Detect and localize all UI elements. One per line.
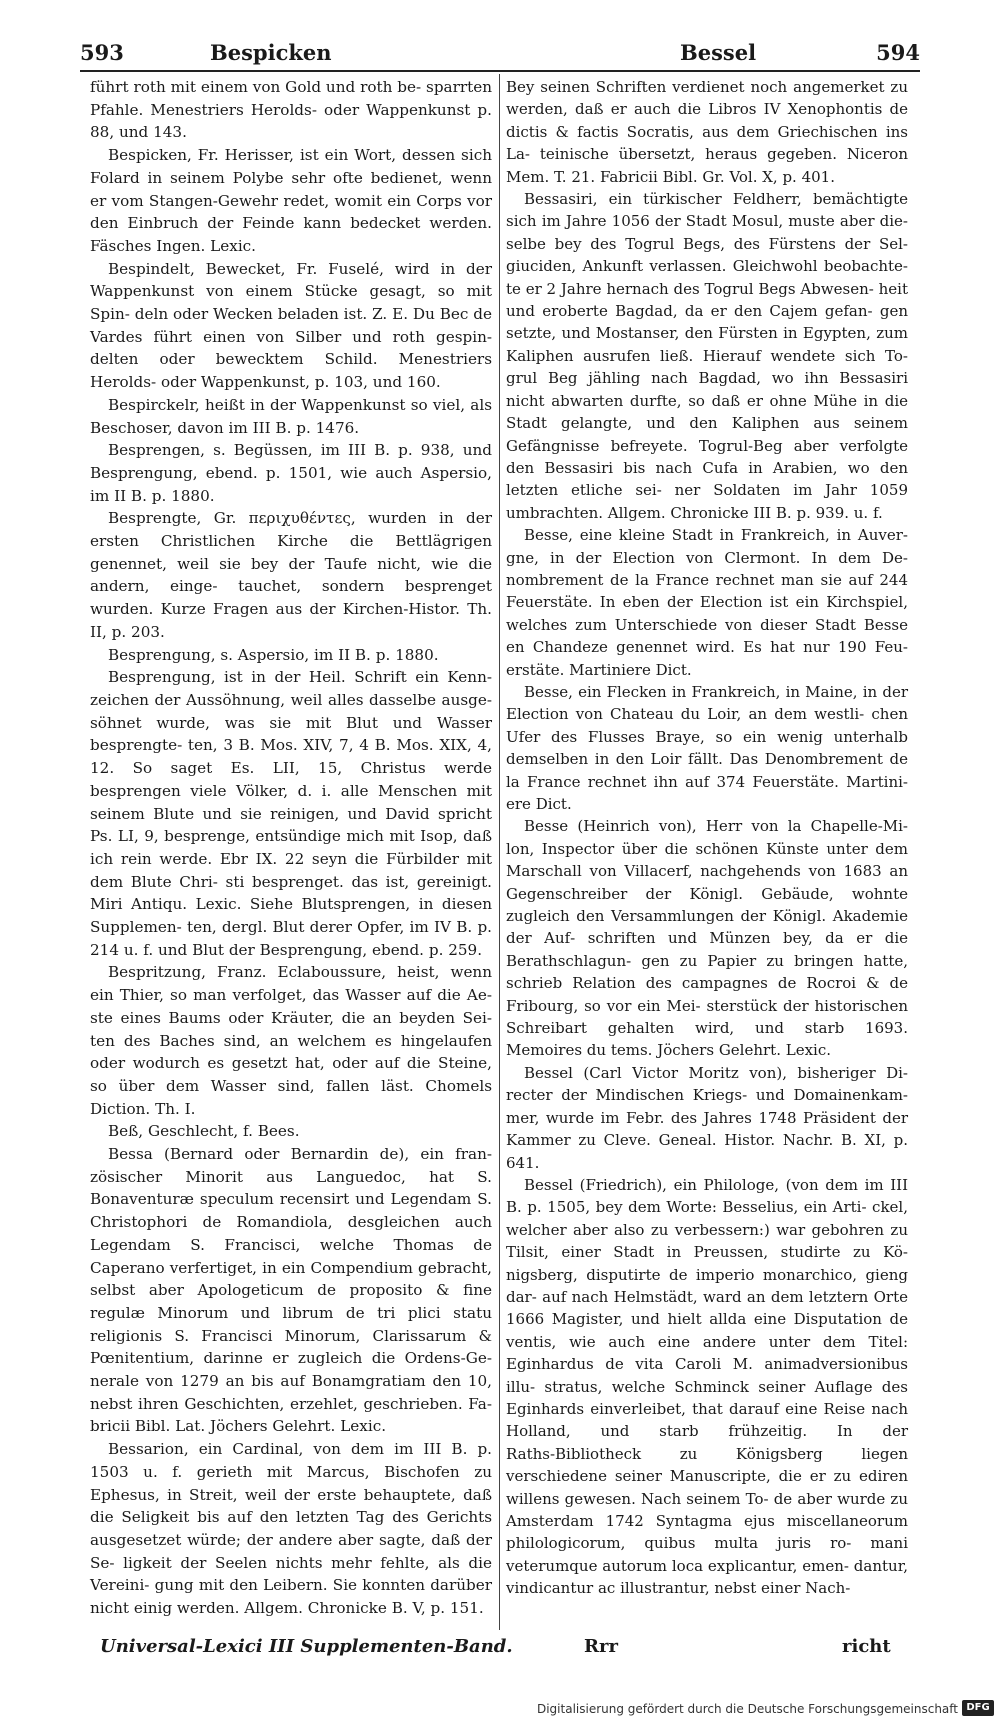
entry-paragraph: Beß, Geschlecht, f. Bees. bbox=[108, 1122, 300, 1141]
entry-paragraph: Bessel (Carl Victor Moritz von), bisheriger Di‑ recter der Mindischen Kriegs‑ und Domainenkam‑ mer, wurde im Febr. des Jahres 1748 Präsident der Kammer zu Cleve. Geneal. Histor. Nachr. B. XI, p. 641. bbox=[506, 1063, 908, 1172]
entry-paragraph: Bessel (Friedrich), ein Philologe, (von dem im III B. p. 1505, bey dem Worte: Besselius, ein Arti‑ ckel, welcher aber also zu verbessern:) war gebohren zu Tilsit, einer Stadt in Preussen, studirte zu Kö‑ nigsberg, disputirte de imperio monarchico, gieng dar‑ auf nach Helmstädt, ward an dem letztern Orte 1666 Magister, und hielt allda eine Disputation de ventis, wie auch eine andere unter dem Titel: Eginhardus de vita Caroli M. animadversionibus illu‑ stratus, welche Schminck seiner Auflage des Eginhards einverleibet, that darauf eine Reise nach Holland, und starb frühzeitig. In der Raths‑Bibliotheck zu Königsberg liegen verschiedene seiner Manuscripte, die er zu ediren willens gewesen. Nach seinem To‑ de aber wurde zu Amsterdam 1742 Syntagma ejus miscellaneorum philologicorum, quibus multa juris ro‑ mani veterumque autorum loca explicantur, emen‑ dantur, vindicantur ac illustrantur, nebst einer Nach‑ bbox=[506, 1175, 908, 1598]
entry-paragraph: führt roth mit einem von Gold und roth be‑ sparrten Pfahle. Menestriers Herolds‑ oder Wappenkunst p. 88, und 143. bbox=[90, 78, 492, 142]
entry-paragraph: Bey seinen Schriften verdienet noch angemerket zu werden, daß er auch die Libros IV Xenophontis de dictis & factis Socratis, aus dem Griechischen ins La‑ teinische übersetzt, heraus gegeben. Niceron Mem. T. 21. Fabricii Bibl. Gr. Vol. X, p. 401. bbox=[506, 78, 908, 186]
entry-paragraph: Besprengte, Gr. περιχυθέντες, wurden in der ersten Christlichen Kirche die Bettlägrigen genennet, weil sie bey der Taufe nicht, wie die andern, einge‑ tauchet, sondern besprenget wurden. Kurze Fragen aus der Kirchen‑Histor. Th. II, p. 203. bbox=[90, 509, 492, 641]
entry-paragraph: Bessarion, ein Cardinal, von dem im III B. p. 1503 u. f. gerieth mit Marcus, Bischofen zu Ephesus, in Streit, weil der erste behauptete, daß die Seligkeit bis auf den letzten Tag des Gerichts ausgesetzet würde; der andere aber sagte, daß der Se‑ ligkeit der Seelen nichts mehr fehlte, als die Vereini‑ gung mit den Leibern. Sie konnten darüber nicht einig werden. Allgem. Chronicke B. V, p. 151. bbox=[90, 1440, 492, 1618]
running-header bbox=[80, 34, 920, 74]
column-divider bbox=[499, 74, 500, 1630]
digitization-credit: Digitalisierung gefördert durch die Deutsche Forschungsgemeinschaft bbox=[536, 1702, 958, 1716]
entry-paragraph: Bespritzung, Franz. Eclaboussure, heist, wenn ein Thier, so man verfolget, das Wasser auf die Ae‑ ste eines Baums oder Kräuter, die an beyden Sei‑ ten des Baches sind, an welchem es hingelaufen oder wodurch es gesetzt hat, oder auf die Steine, so über dem Wasser sind, fallen läst. Chomels Diction. Th. I. bbox=[90, 963, 492, 1118]
right-column bbox=[506, 76, 908, 1600]
signature-title: Universal‑Lexici III Supplementen‑Band. bbox=[100, 1636, 513, 1657]
entry-paragraph: Besse, ein Flecken in Frankreich, in Maine, in der Election von Chateau du Loir, an dem westli‑ chen Ufer des Flusses Braye, so ein wenig unterhalb demselben in den Loir fällt. Das Denombrement de la France rechnet ihn auf 374 Feuerstäte. Martini‑ ere Dict. bbox=[506, 682, 908, 813]
signature-mark: Rrr bbox=[584, 1636, 618, 1657]
entry-paragraph: Bespicken, Fr. Herisser, ist ein Wort, dessen sich Folard in seinem Polybe sehr ofte bedienet, wenn er vom Stangen‑Gewehr redet, womit ein Corps vor den Einbruch der Feinde kann bedecket werden. Fäsches Ingen. Lexic. bbox=[90, 146, 492, 255]
entry-paragraph: Bespirckelr, heißt in der Wappenkunst so viel, als Beschoser, davon im III B. p. 1476. bbox=[90, 395, 492, 437]
entry-paragraph: Besse (Heinrich von), Herr von la Chapelle‑Mi‑ lon, Inspector über die schönen Künste unter dem Marschall von Villacerf, nachgehends von 1683 an Gegenschreiber der Königl. Gebäude, wohnte zugleich den Versammlungen der Königl. Akademie der Auf‑ schriften und Münzen bey, da er die Berathschlagun‑ gen zu Papier zu bringen hatte, schrieb Relation des campagnes de Rocroi & de Fribourg, so vor ein Mei‑ sterstück der historischen Schreibart gehalten wird, und starb 1693. Memoires du tems. Jöchers Gelehrt. Lexic. bbox=[506, 817, 908, 1060]
digitization-credit-bar bbox=[0, 1698, 1000, 1720]
entry-paragraph: Besprengung, s. Aspersio, im II B. p. 1880. bbox=[108, 645, 439, 664]
header-rule bbox=[80, 70, 920, 72]
header-keyword-left: Bespicken bbox=[210, 40, 332, 65]
page-number-right: 594 bbox=[876, 40, 920, 65]
header-keyword-right: Bessel bbox=[680, 40, 757, 65]
entry-paragraph: Bespindelt, Bewecket, Fr. Fuselé, wird in der Wappenkunst von einem Stücke gesagt, so mit Spin‑ deln oder Wecken beladen ist. Z. E. Du Bec de Vardes führt einen von Silber und roth gespin‑ delten oder bewecktem Schild. Menestriers Herolds‑ oder Wappenkunst, p. 103, und 160. bbox=[90, 259, 492, 392]
dfg-logo-icon: DFG bbox=[962, 1700, 994, 1716]
entry-paragraph: Bessa (Bernard oder Bernardin de), ein fran‑ zösischer Minorit aus Languedoc, hat S. Bonaventuræ speculum recensirt und Legendam S. Christophori de Romandiola, desgleichen auch Legendam S. Francisci, welche Thomas de Caperano verfertiget, in ein Compendium gebracht, selbst aber Apologeticum de proposito & fine regulæ Minorum und librum de tri plici statu religionis S. Francisci Minorum, Clarissarum & Pœnitentium, darinne er zugleich die Ordens‑Ge‑ nerale von 1279 an bis auf Bonamgratiam den 10, nebst ihren Geschichten, erzehlet, geschrieben. Fa‑ bricii Bibl. Lat. Jöchers Gelehrt. Lexic. bbox=[90, 1145, 492, 1436]
page-number-left: 593 bbox=[80, 40, 124, 65]
entry-paragraph: Besprengung, ist in der Heil. Schrift ein Kenn‑ zeichen der Aussöhnung, weil alles dasselbe ausge‑ söhnet wurde, was sie mit Blut und Wasser besprengte‑ ten, 3 B. Mos. XIV, 7, 4 B. Mos. XIX, 4, 12. So saget Es. LII, 15, Christus werde besprengen viele Völker, d. i. alle Menschen mit seinem Blute und sie reinigen, und David spricht Ps. LI, 9, besprenge, entsündige mich mit Isop, daß ich rein werde. Ebr IX. 22 seyn die Fürbilder mit dem Blute Chri‑ sti besprenget. das ist, gereinigt. Miri Antiqu. Lexic. Siehe Blutsprengen, in diesen Supplemen‑ ten, dergl. Blut derer Opfer, im IV B. p. 214 u. f. und Blut der Besprengung, ebend. p. 259. bbox=[90, 668, 492, 959]
entry-paragraph: Besse, eine kleine Stadt in Frankreich, in Auver‑ gne, in der Election von Clermont. In dem De‑ nombrement de la France rechnet man sie auf 244 Feuerstäte. In eben der Election ist ein Kirchspiel, welches zum Unterschiede von dieser Stadt Besse en Chandeze genennet wird. Es hat nur 190 Feu‑ erstäte. Martiniere Dict. bbox=[506, 526, 908, 679]
catchword: richt bbox=[842, 1636, 891, 1657]
entry-paragraph: Bessasiri, ein türkischer Feldherr, bemächtigte sich im Jahre 1056 der Stadt Mosul, muste aber die‑ selbe bey des Togrul Begs, des Fürstens der Sel‑ giuciden, Ankunft verlassen. Gleichwohl beobachte‑ te er 2 Jahre hernach des Togrul Begs Abwesen‑ heit und eroberte Bagdad, da er den Cajem gefan‑ gen setzte, und Mostanser, den Fürsten in Egypten, zum Kaliphen ausrufen ließ. Hierauf wendete sich To‑ grul Beg jähling nach Bagdad, wo ihn Bessasiri nicht abwarten durfte, so daß er ohne Mühe in die Stadt gelangte, und den Kaliphen aus seinem Gefängnisse befreyete. Togrul‑Beg aber verfolgte den Bessasiri bis nach Cufa in Arabien, wo den letzten etliche sei‑ ner Soldaten im Jahr 1059 umbrachten. Allgem. Chronicke III B. p. 939. u. f. bbox=[506, 190, 908, 522]
left-column bbox=[90, 76, 492, 1620]
entry-paragraph: Besprengen, s. Begüssen, im III B. p. 938, und Besprengung, ebend. p. 1501, wie auch Aspersio, im II B. p. 1880. bbox=[90, 441, 492, 505]
page-footer bbox=[0, 1636, 1000, 1666]
